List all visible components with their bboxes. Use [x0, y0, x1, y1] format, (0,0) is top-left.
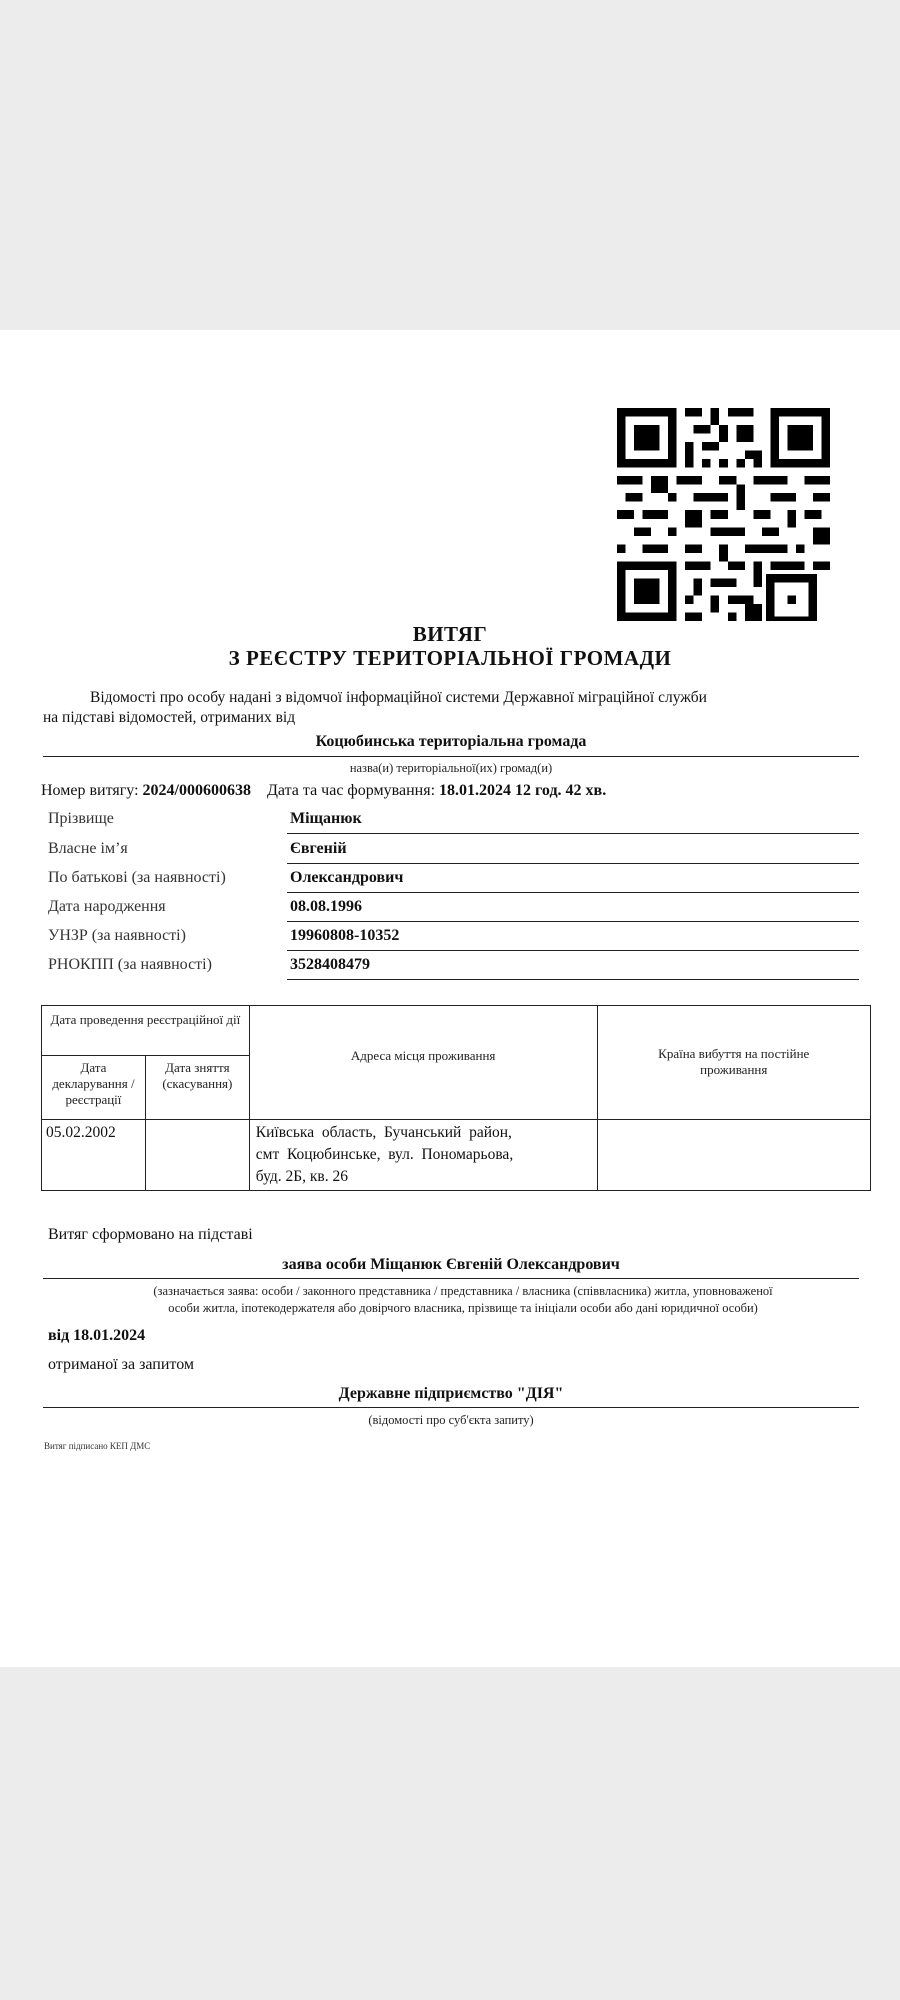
cell-removed: [145, 1120, 249, 1191]
divider: [287, 921, 859, 922]
registration-table: [41, 1005, 871, 1191]
field-value-surname: Міщанюк: [290, 810, 362, 827]
field-value-given-name: Євгеній: [290, 840, 347, 857]
document-title: ВИТЯГ: [412, 622, 488, 646]
field-value-birth-date: 08.08.1996: [290, 898, 362, 915]
received-by-request: отриманої за запитом: [48, 1356, 195, 1373]
divider: [43, 756, 859, 757]
divider: [287, 892, 859, 893]
formed-value: 18.01.2024 12 год. 42 хв.: [439, 782, 607, 799]
cell-country: [597, 1120, 871, 1191]
application-date: від 18.01.2024: [48, 1327, 146, 1344]
divider: [43, 1407, 859, 1408]
address-line-3: буд. 2Б, кв. 26: [255, 1168, 348, 1185]
formed-label: Дата та час формування:: [266, 782, 436, 799]
field-label-birth-date: Дата народження: [48, 898, 166, 915]
application-text: заява особи Міщанюк Євгеній Олександрович: [282, 1256, 620, 1273]
application-caption-1: (зазначається заява: особи / законного представника / представника / власника (співвласника) житла, уповноваженої: [153, 1284, 773, 1298]
divider: [287, 979, 859, 980]
community-name: Коцюбинська територіальна громада: [315, 733, 587, 750]
field-label-rnokpp: РНОКПП (за наявності): [48, 956, 212, 973]
field-label-surname: Прізвище: [48, 810, 114, 827]
community-caption: назва(и) територіальної(их) громад(и): [349, 761, 553, 775]
requester-name: Державне підприємство "ДІЯ": [338, 1385, 564, 1402]
requester-caption: (відомості про суб'єкта запиту): [368, 1413, 534, 1427]
divider: [43, 1278, 859, 1279]
extract-number-label: Номер витягу:: [41, 782, 139, 799]
cell-declared: 05.02.2002: [42, 1120, 146, 1191]
cell-address: [249, 1120, 597, 1191]
field-value-patronymic: Олександрович: [290, 869, 404, 886]
field-label-unzr: УНЗР (за наявності): [48, 927, 186, 944]
field-label-given-name: Власне ім’я: [48, 840, 128, 857]
field-value-rnokpp: 3528408479: [290, 956, 370, 973]
divider: [287, 863, 859, 864]
document-subtitle: З РЕЄСТРУ ТЕРИТОРІАЛЬНОЇ ГРОМАДИ: [228, 646, 672, 670]
extract-number: 2024/000600638: [142, 782, 251, 799]
intro-line-2: на підставі відомостей, отриманих від: [43, 709, 296, 726]
header-removed-date: Дата зняття (скасування): [145, 1056, 249, 1120]
table-row: [42, 1120, 871, 1191]
application-caption-2: особи житла, іпотекодержателя або довірчого власника, прізвище та ініціали особи або дані юридичної особи): [168, 1301, 758, 1315]
field-label-patronymic: По батькові (за наявності): [48, 869, 226, 886]
header-country: Країна вибуття на постійне проживання: [597, 1006, 871, 1120]
qr-code: [617, 408, 830, 621]
formed-on-basis: Витяг сформовано на підставі: [48, 1226, 253, 1243]
signature-note: Витяг підписано КЕП ДМС: [44, 1441, 151, 1451]
header-declared-date: Дата декларування /реєстрації: [42, 1056, 146, 1120]
header-registration-date: Дата проведення реєстраційної дії: [42, 1006, 250, 1056]
extract-number-line: [41, 782, 606, 800]
divider: [287, 833, 859, 834]
address-line-1: Київська область, Бучанський район,: [255, 1124, 512, 1141]
field-value-unzr: 19960808-10352: [290, 927, 400, 944]
header-address: Адреса місця проживання: [249, 1006, 597, 1120]
divider: [287, 950, 859, 951]
intro-line-1: Відомості про особу надані з відомчої інформаційної системи Державної міграційної служби: [90, 689, 707, 706]
address-line-2: смт Коцюбинське, вул. Пономарьова,: [255, 1146, 514, 1163]
